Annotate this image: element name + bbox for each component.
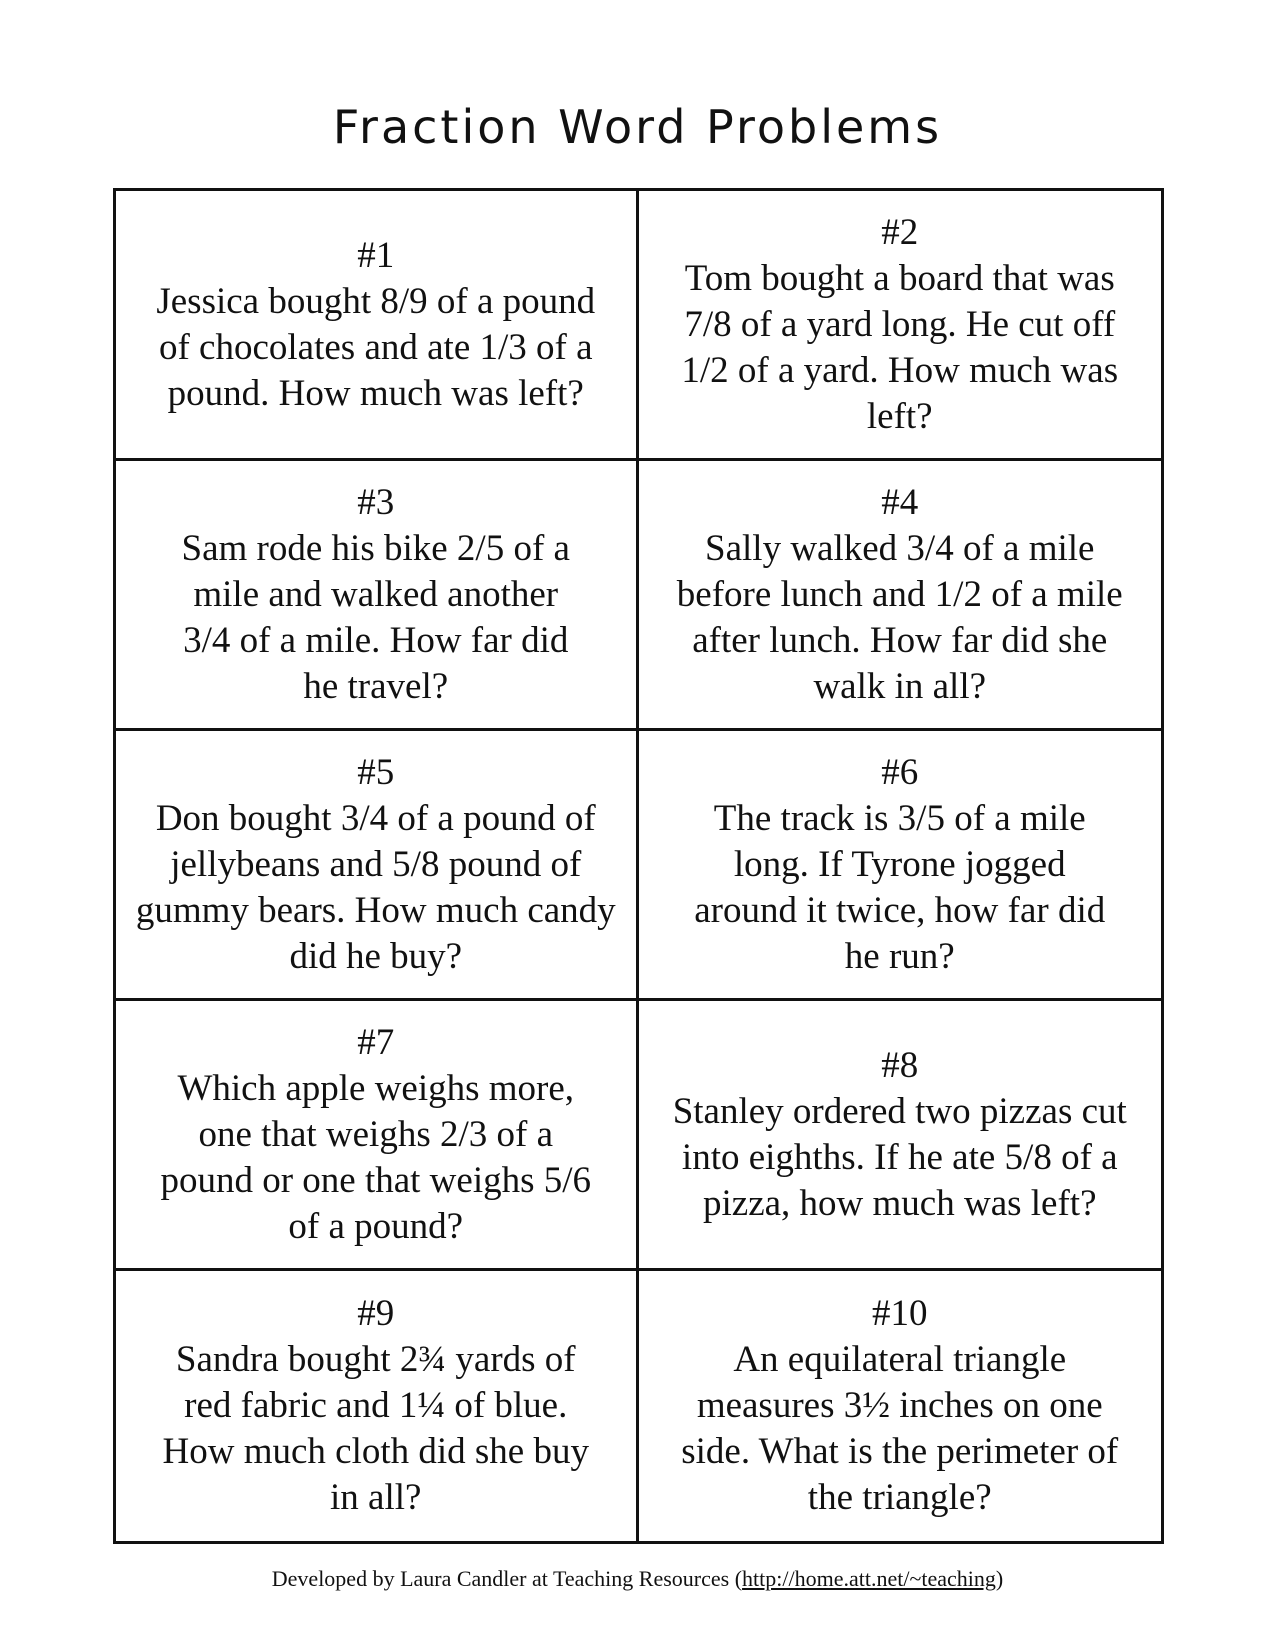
problem-number: #4 (881, 481, 919, 523)
problem-text: The track is 3/5 of a mile long. If Tyrone jogged around it twice, how far did he run? (694, 797, 1106, 977)
problem-text: Don bought 3/4 of a pound of jellybeans and 5/8 pound of gummy bears. How much candy did he buy? (135, 797, 616, 977)
problem-number: #5 (357, 751, 395, 793)
problem-card-3 (116, 461, 639, 731)
problem-number: #8 (881, 1044, 919, 1086)
problem-text: Tom bought a board that was 7/8 of a yard long. He cut off 1/2 of a yard. How much was left? (681, 257, 1119, 437)
footer-suffix: ) (995, 1566, 1004, 1591)
problem-number: #1 (357, 234, 395, 276)
problem-card-6 (639, 731, 1162, 1001)
problem-card-10 (639, 1271, 1162, 1541)
problem-number: #9 (357, 1293, 395, 1334)
problem-card-5 (116, 731, 639, 1001)
problem-card-4 (639, 461, 1162, 731)
problem-card-1 (116, 191, 639, 461)
problem-number: #10 (872, 1293, 928, 1334)
problem-text: Stanley ordered two pizzas cut into eighths. If he ate 5/8 of a pizza, how much was left? (672, 1090, 1127, 1224)
problem-number: #2 (881, 211, 919, 253)
problem-card-9 (116, 1271, 639, 1541)
problem-number: #7 (357, 1021, 395, 1063)
problem-card-8 (639, 1001, 1162, 1271)
problem-number: #3 (357, 481, 395, 523)
problem-grid (113, 188, 1164, 1544)
problem-number: #6 (881, 751, 919, 793)
problem-card-2 (639, 191, 1162, 461)
problem-text: Sally walked 3/4 of a mile before lunch and 1/2 of a mile after lunch. How far did she walk in all? (676, 527, 1123, 707)
problem-text: Sandra bought 2¾ yards of red fabric and 1¼ of blue. How much cloth did she buy in all? (162, 1339, 589, 1518)
page-title: Fraction Word Problems (332, 100, 943, 154)
problem-text: Jessica bought 8/9 of a pound of chocolates and ate 1/3 of a pound. How much was left? (156, 280, 596, 414)
problem-text: Sam rode his bike 2/5 of a mile and walked another 3/4 of a mile. How far did he travel? (181, 527, 570, 707)
problem-text: An equilateral triangle measures 3½ inches on one side. What is the perimeter of the triangle? (681, 1339, 1119, 1518)
problem-card-7 (116, 1001, 639, 1271)
footer-prefix: Developed by Laura Candler at Teaching Resources ( (271, 1566, 743, 1591)
footer-credit (0, 1566, 1275, 1592)
footer-link[interactable]: http://home.att.net/~teaching (742, 1566, 996, 1591)
problem-text: Which apple weighs more, one that weighs 2/3 of a pound or one that weighs 5/6 of a pound? (160, 1067, 592, 1247)
